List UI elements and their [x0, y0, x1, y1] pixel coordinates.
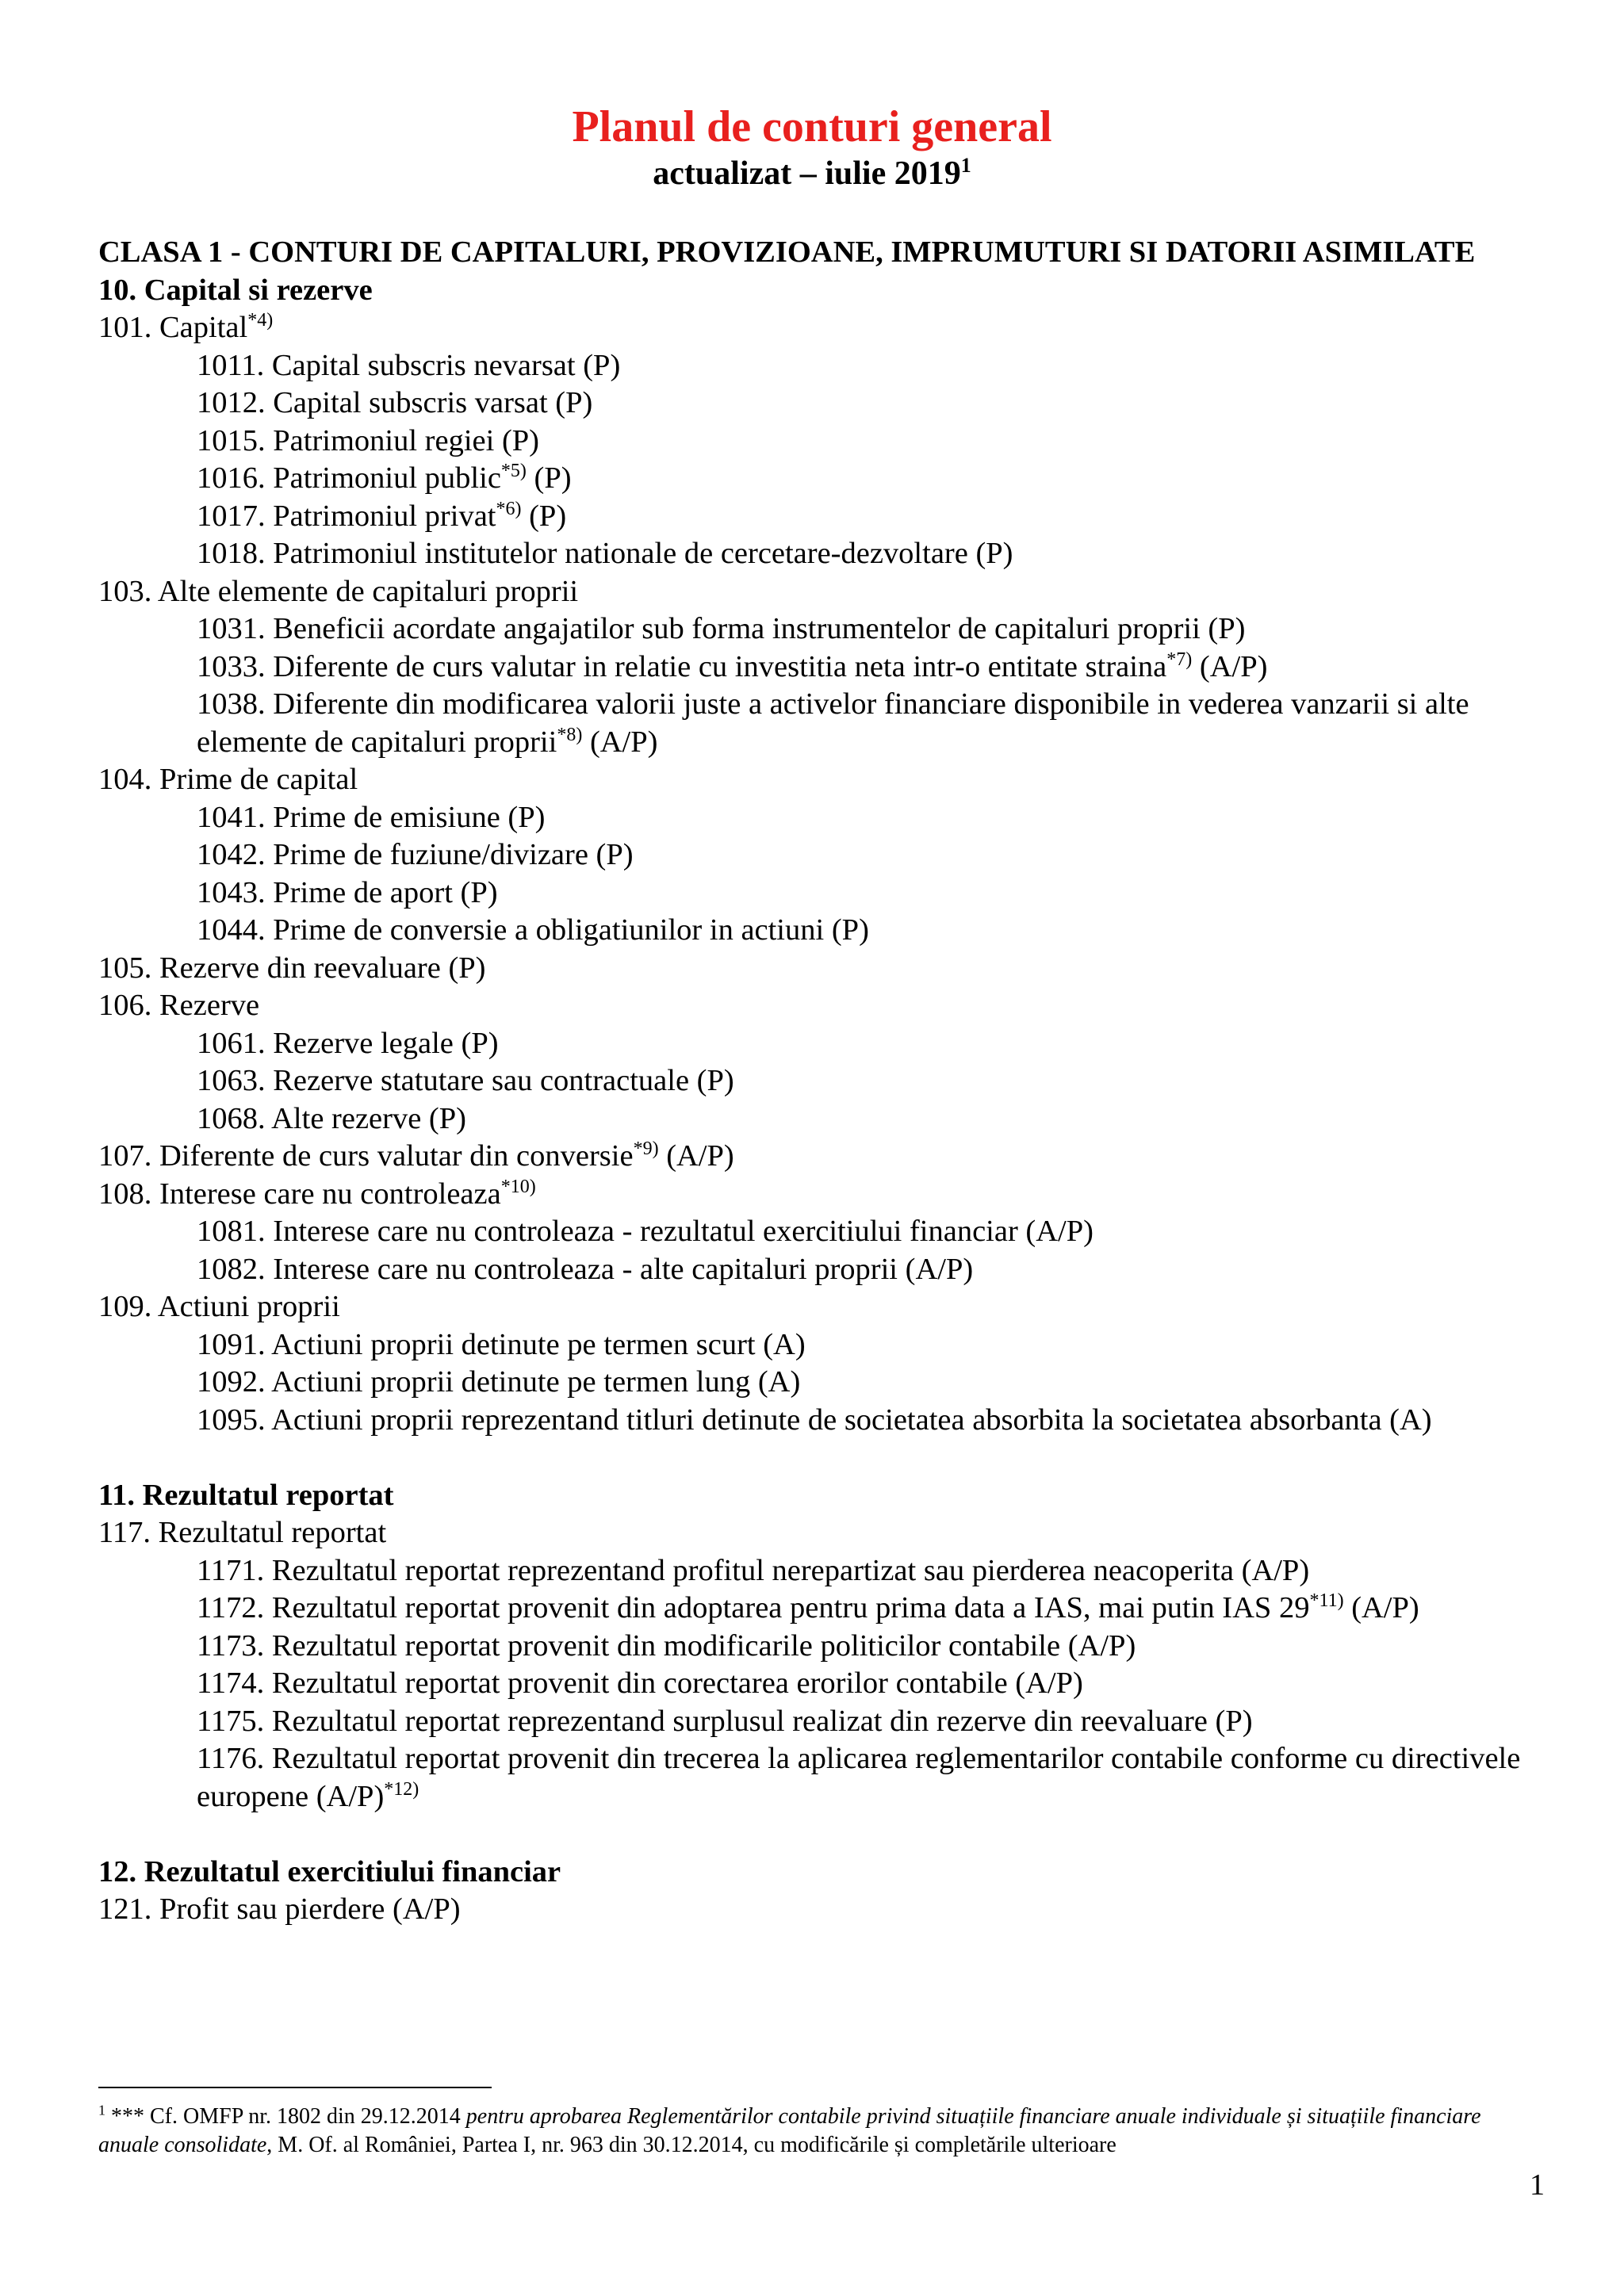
account-line — [98, 1176, 1557, 1214]
account-text: 1033. Diferente de curs valutar in relatie cu investitia neta intr-o entitate straina — [197, 649, 1167, 683]
subaccount-line — [98, 1590, 1557, 1628]
account-text: 1031. Beneficii acordate angajatilor sub forma instrumentelor de capitaluri proprii (P) — [197, 612, 1246, 645]
subaccount-line — [98, 874, 1557, 913]
footnote-ref[interactable]: *10) — [500, 1176, 536, 1197]
account-line — [98, 761, 1557, 799]
account-text: 1016. Patrimoniul public — [197, 461, 501, 495]
section — [98, 1477, 1557, 1816]
account-text: 106. Rezerve — [98, 989, 260, 1022]
account-text: 1068. Alte rezerve (P) — [197, 1101, 466, 1135]
footnote-marker: 1 — [98, 2102, 105, 2118]
footnote-ref[interactable]: *11) — [1309, 1590, 1344, 1612]
account-text: 104. Prime de capital — [98, 763, 358, 796]
footnote-ref[interactable]: *6) — [496, 498, 522, 519]
document-body — [98, 234, 1557, 1929]
footnote-ref[interactable]: *5) — [500, 461, 527, 482]
subaccount-line — [98, 1740, 1557, 1816]
footnote-ref[interactable]: *7) — [1166, 649, 1193, 670]
subaccount-line — [98, 460, 1557, 498]
subaccount-line — [98, 1402, 1557, 1440]
account-text: 103. Alte elemente de capitaluri proprii — [98, 574, 579, 608]
footnote — [98, 2103, 1526, 2160]
section-heading: 10. Capital si rezerve — [98, 273, 373, 307]
footnote-prefix: *** Cf. OMFP nr. 1802 din 29.12.2014 — [105, 2104, 466, 2129]
account-text: 1173. Rezultatul reportat provenit din modificarile politicilor contabile (A/P) — [197, 1628, 1136, 1663]
account-text: 1011. Capital subscris nevarsat (P) — [197, 348, 621, 382]
subaccount-line — [98, 1025, 1557, 1063]
class-heading: CLASA 1 - CONTURI DE CAPITALURI, PROVIZIOANE, IMPRUMUTURI SI DATORII ASIMILATE — [98, 235, 1476, 269]
subaccount-line — [98, 347, 1557, 385]
account-text: 1081. Interese care nu controleaza - rezultatul exercitiului financiar (A/P) — [197, 1215, 1094, 1248]
footnote-ref[interactable]: *4) — [247, 310, 274, 331]
account-text: 101. Capital — [98, 311, 248, 344]
account-text: 1061. Rezerve legale (P) — [197, 1026, 499, 1060]
subaccount-line — [98, 1552, 1557, 1590]
account-type: (A/P) — [658, 1139, 734, 1173]
account-line — [98, 1891, 1557, 1929]
account-type: (A/P) — [1343, 1591, 1419, 1624]
subaccount-line — [98, 1100, 1557, 1138]
account-text: 1092. Actiuni proprii detinute pe termen lung (A) — [197, 1365, 801, 1399]
subaccount-line — [98, 385, 1557, 423]
subaccount-line — [98, 610, 1557, 649]
subaccount-line — [98, 1251, 1557, 1289]
account-text: 1038. Diferente din modificarea valorii juste a activelor financiare disponibile in vederea vanzarii si alte elemente de capitaluri proprii — [197, 687, 1469, 759]
subtitle-footnote-ref[interactable]: 1 — [960, 154, 971, 177]
account-text: 1041. Prime de emisiune (P) — [197, 800, 546, 834]
subaccount-line — [98, 836, 1557, 874]
subaccount-line — [98, 912, 1557, 950]
account-text: 1015. Patrimoniul regiei (P) — [197, 423, 539, 457]
subaccount-line — [98, 1665, 1557, 1703]
footnote-italic-title: pentru aprobarea Reglementărilor contabile privind situațiile financiare anuale individuale și situațiile financiare anuale consolidate — [98, 2104, 1481, 2157]
footnote-ref[interactable]: *12) — [384, 1778, 419, 1800]
subaccount-line — [98, 498, 1557, 536]
account-line — [98, 573, 1557, 611]
account-text: 108. Interese care nu controleaza — [98, 1177, 501, 1211]
section — [98, 272, 1557, 1440]
account-text: 1063. Rezerve statutare sau contractuale (P) — [197, 1064, 734, 1097]
account-text: 107. Diferente de curs valutar din conversie — [98, 1139, 634, 1173]
subaccount-line — [98, 1628, 1557, 1666]
account-text: 105. Rezerve din reevaluare (P) — [98, 951, 486, 985]
account-text: 1018. Patrimoniul institutelor nationale de cercetare-dezvoltare (P) — [197, 537, 1013, 570]
account-line — [98, 1514, 1557, 1552]
account-text: 1095. Actiuni proprii reprezentand titluri detinute de societatea absorbita la societatea absorbanta (A) — [197, 1402, 1432, 1437]
account-line — [98, 309, 1557, 347]
account-text: 1091. Actiuni proprii detinute pe termen scurt (A) — [197, 1327, 806, 1361]
subaccount-line — [98, 1213, 1557, 1251]
footnote-ref[interactable]: *9) — [633, 1138, 659, 1160]
subaccount-line — [98, 423, 1557, 461]
section-heading: 11. Rezultatul reportat — [98, 1478, 394, 1512]
account-line — [98, 950, 1557, 988]
account-text: 109. Actiuni proprii — [98, 1290, 340, 1323]
account-text: 1175. Rezultatul reportat reprezentand surplusul realizat din rezerve din reevaluare (P) — [197, 1704, 1253, 1738]
footnote-suffix: , M. Of. al României, Partea I, nr. 963 din 30.12.2014, cu modificările și completările ulterioare — [266, 2133, 1116, 2157]
account-line — [98, 1288, 1557, 1326]
subaccount-line — [98, 1703, 1557, 1741]
subaccount-line — [98, 1062, 1557, 1100]
page-number: 1 — [1530, 2168, 1545, 2202]
account-text: 1082. Interese care nu controleaza - alte capitaluri proprii (A/P) — [197, 1252, 974, 1286]
section-heading: 12. Rezultatul exercitiului financiar — [98, 1854, 561, 1888]
subtitle-text: actualizat – iulie 2019 — [653, 155, 961, 192]
account-text: 1012. Capital subscris varsat (P) — [197, 386, 593, 419]
subaccount-line — [98, 1364, 1557, 1402]
section — [98, 1854, 1557, 1929]
account-type: (P) — [526, 461, 572, 495]
subaccount-line — [98, 535, 1557, 573]
account-type: (A/P) — [1192, 649, 1268, 683]
account-text: 1017. Patrimoniul privat — [197, 499, 496, 533]
account-text: 121. Profit sau pierdere (A/P) — [98, 1892, 461, 1926]
account-text: 1042. Prime de fuziune/divizare (P) — [197, 838, 634, 871]
sections-container — [98, 272, 1557, 1929]
account-line — [98, 987, 1557, 1025]
page-subtitle — [0, 152, 1624, 195]
footnote-divider — [98, 2087, 492, 2088]
account-text: 1174. Rezultatul reportat provenit din corectarea erorilor contabile (A/P) — [197, 1667, 1083, 1700]
footnote-ref[interactable]: *8) — [557, 724, 583, 745]
account-text: 1171. Rezultatul reportat reprezentand profitul nerepartizat sau pierderea neacoperita (A/P) — [197, 1553, 1310, 1587]
account-type: (P) — [521, 499, 567, 533]
account-text: 1176. Rezultatul reportat provenit din trecerea la aplicarea reglementarilor contabile conforme cu directivele europene (A/P) — [197, 1742, 1521, 1813]
subaccount-line — [98, 799, 1557, 837]
account-text: 117. Rezultatul reportat — [98, 1516, 387, 1549]
subaccount-line — [98, 649, 1557, 687]
account-text: 1043. Prime de aport (P) — [197, 875, 498, 909]
account-line — [98, 1138, 1557, 1176]
subaccount-line — [98, 686, 1557, 761]
account-text: 1172. Rezultatul reportat provenit din adoptarea pentru prima data a IAS, mai putin IAS 29 — [197, 1591, 1310, 1624]
account-text: 1044. Prime de conversie a obligatiunilor in actiuni (P) — [197, 913, 869, 947]
page-title: Planul de conturi general — [572, 102, 1052, 151]
account-type: (A/P) — [582, 725, 658, 759]
subaccount-line — [98, 1326, 1557, 1364]
